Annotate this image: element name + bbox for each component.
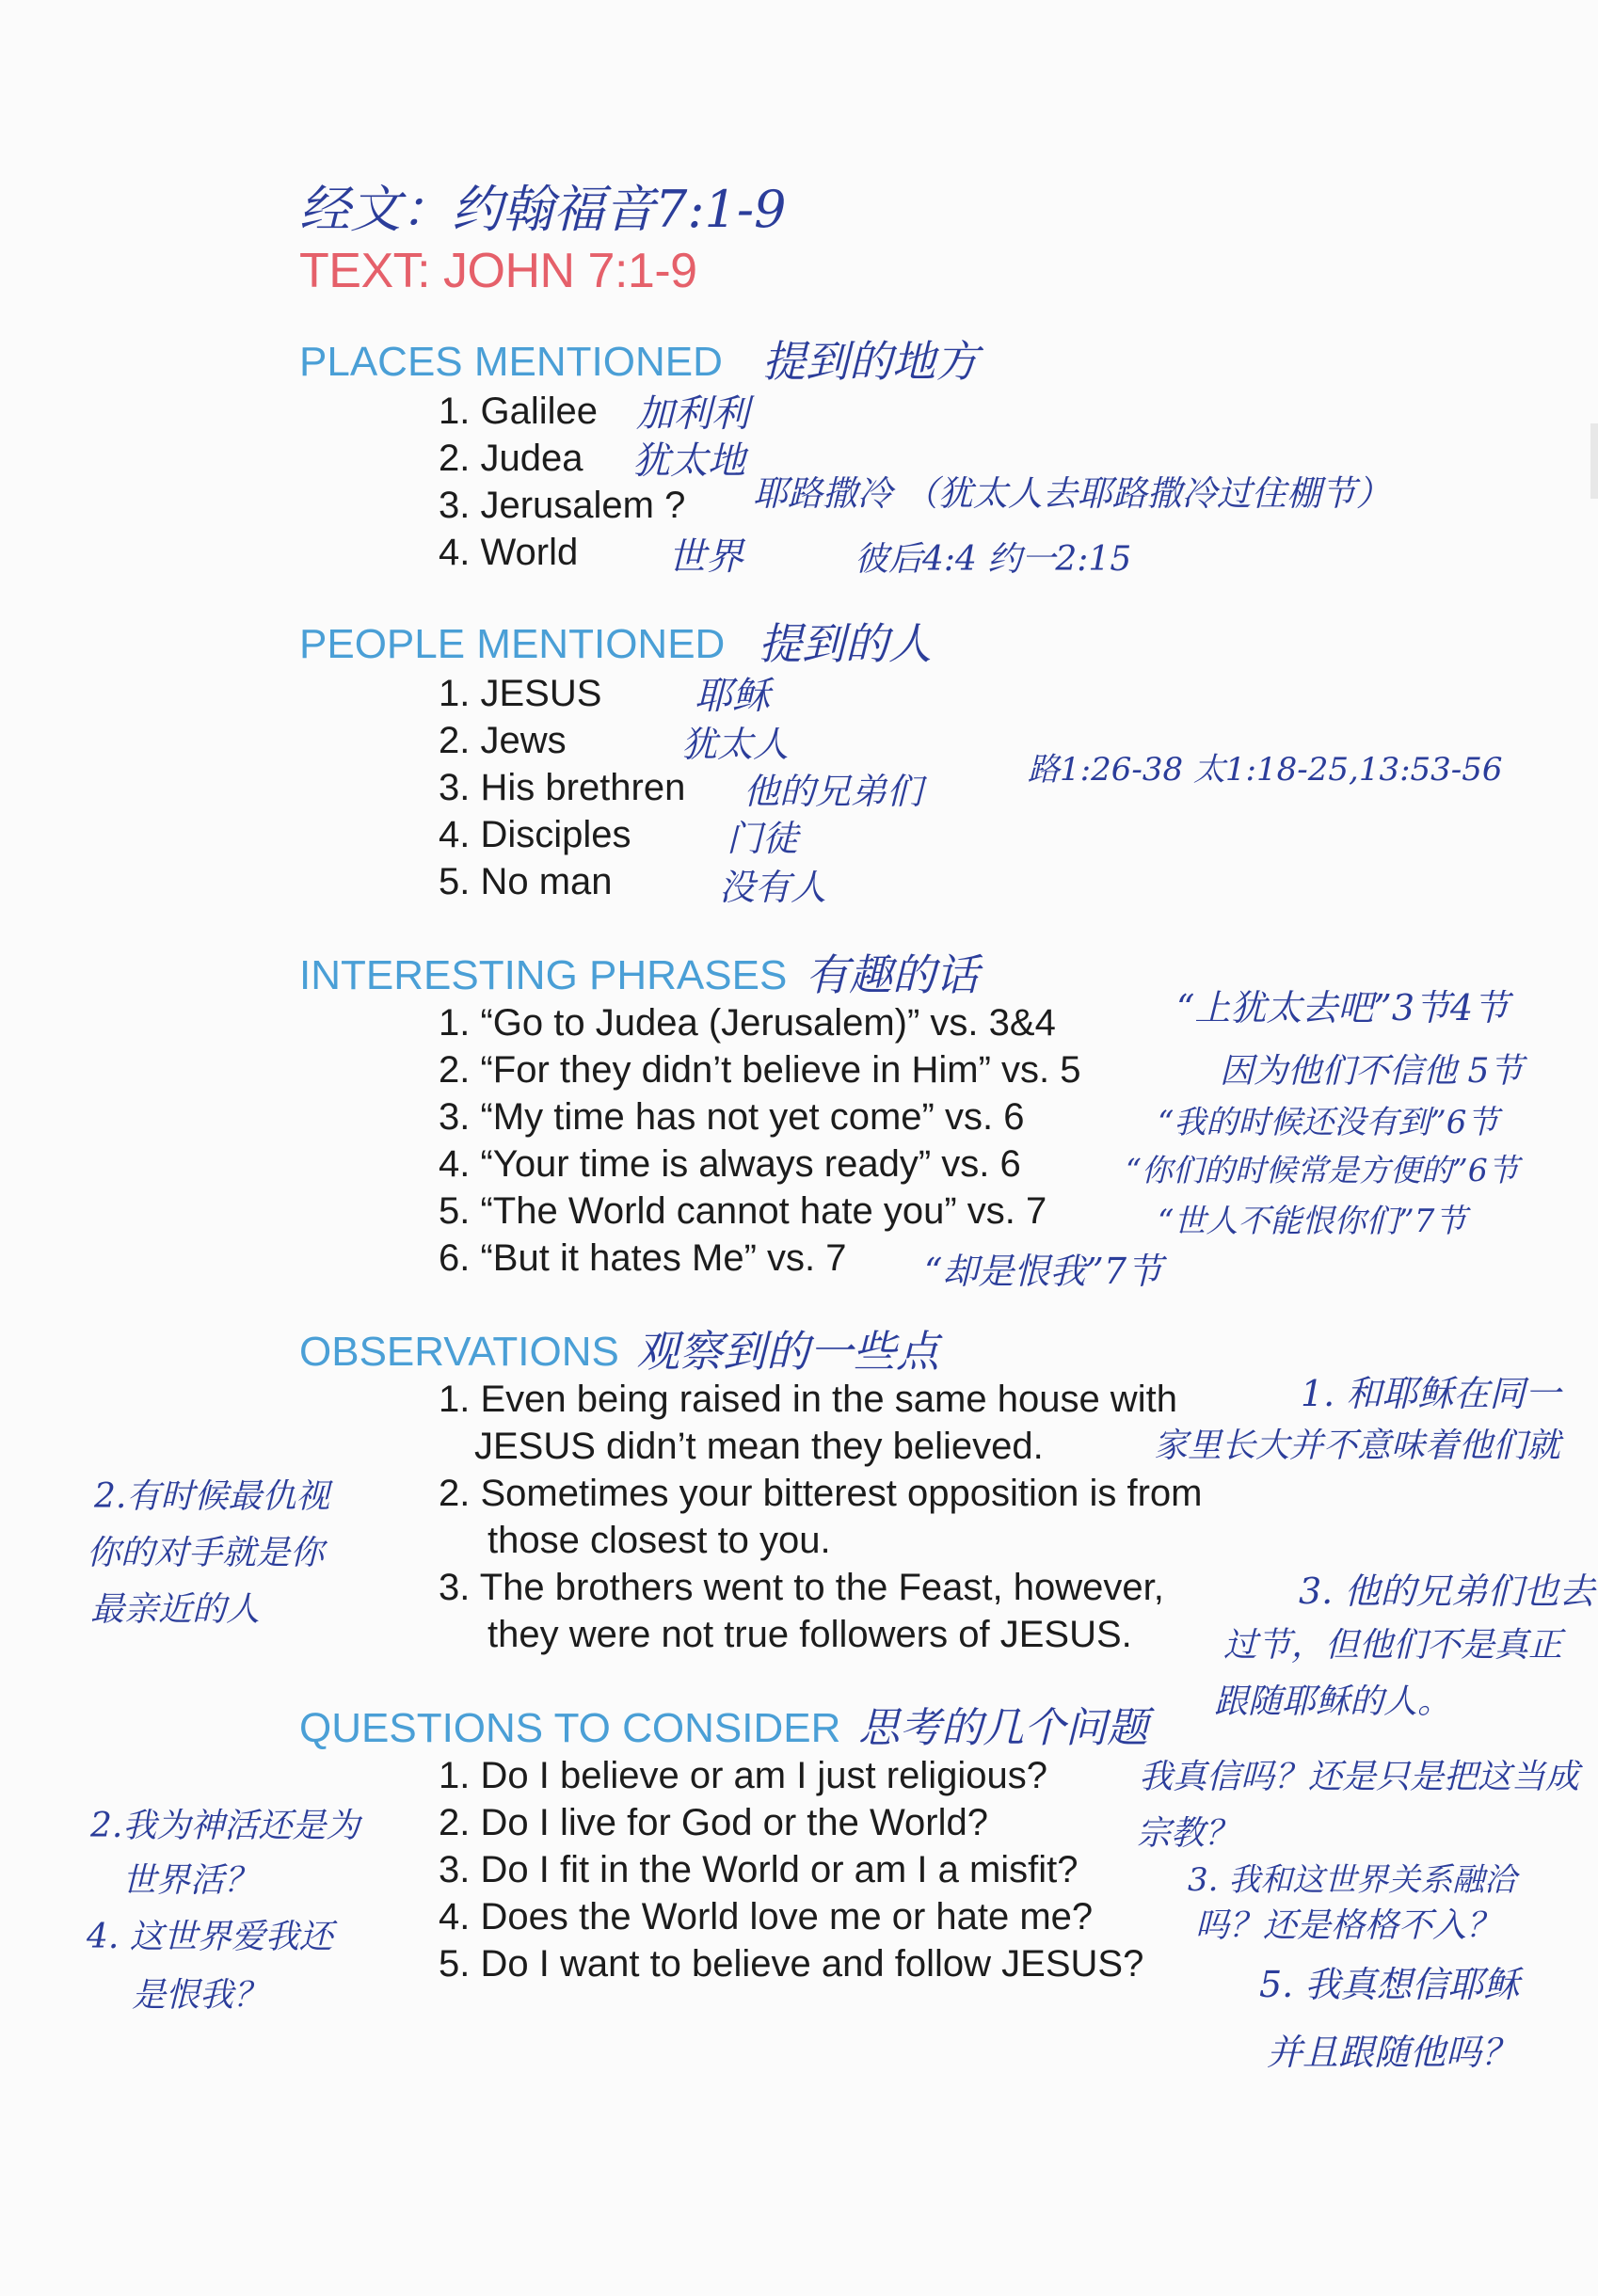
handwritten-note: 跟随耶稣的人。 <box>1214 1682 1452 1721</box>
list-item: 1. “Go to Judea (Jerusalem)” vs. 3&4 <box>439 1002 1056 1044</box>
handwritten-note: 提到的地方 <box>762 336 979 387</box>
handwritten-note: 思考的几个问题 <box>858 1704 1148 1752</box>
list-item: 1. Galilee <box>439 391 598 432</box>
handwritten-note: 3. 他的兄弟们也去 <box>1299 1571 1595 1612</box>
handwritten-note: 耶稣 <box>695 675 770 718</box>
list-item: 4. “Your time is always ready” vs. 6 <box>439 1143 1021 1185</box>
list-item: 4. Disciples <box>439 814 631 855</box>
section-heading-places: PLACES MENTIONED <box>299 339 723 385</box>
list-item: 2. Judea <box>439 438 583 479</box>
list-item-continuation: those closest to you. <box>487 1520 831 1561</box>
handwritten-note: 加利利 <box>636 392 749 436</box>
list-item: 2. Jews <box>439 720 567 761</box>
handwritten-note: 犹太人 <box>681 724 790 765</box>
list-item: 3. The brothers went to the Feast, however, <box>439 1567 1164 1608</box>
list-item: 4. World <box>439 532 579 573</box>
handwritten-note: 有趣的话 <box>806 949 979 1000</box>
handwritten-side-note: 2.我为神活还是为 <box>90 1807 360 1845</box>
handwritten-note: 没有人 <box>719 867 827 908</box>
list-item-continuation: they were not true followers of JESUS. <box>487 1614 1132 1655</box>
handwritten-note: “却是恨我”7节 <box>924 1251 1163 1292</box>
handwritten-note: 路1:26-38 太1:18-25,13:53-56 <box>1028 751 1503 789</box>
handwritten-note: “你们的时候常是方便的”6节 <box>1126 1152 1519 1188</box>
section-heading-observations: OBSERVATIONS <box>299 1329 619 1375</box>
handwritten-note: 宗教？ <box>1137 1814 1239 1853</box>
list-item-continuation: JESUS didn’t mean they believed. <box>474 1426 1044 1467</box>
handwritten-note: 并且跟随他吗？ <box>1267 2032 1518 2073</box>
list-item: 6. “But it hates Me” vs. 7 <box>439 1237 847 1279</box>
handwritten-note: 耶路撒冷 （犹太人去耶路撒冷过住棚节） <box>753 473 1391 514</box>
list-item: 5. Do I want to believe and follow JESUS? <box>439 1943 1144 1985</box>
handwritten-note: 彼后4:4 约一2:15 <box>855 540 1132 579</box>
list-item: 1. JESUS <box>439 673 602 714</box>
list-item: 3. Jerusalem ? <box>439 485 686 526</box>
handwritten-note: “世人不能恨你们”7节 <box>1158 1203 1467 1240</box>
list-item: 3. Do I fit in the World or am I a misfit? <box>439 1849 1079 1890</box>
list-item: 3. “My time has not yet come” vs. 6 <box>439 1096 1025 1138</box>
section-heading-people: PEOPLE MENTIONED <box>299 621 726 667</box>
list-item: 2. Do I live for God or the World? <box>439 1802 988 1843</box>
section-heading-phrases: INTERESTING PHRASES <box>299 952 788 998</box>
handwritten-note: 因为他们不信他 5节 <box>1220 1052 1524 1091</box>
handwritten-title: 经文：约翰福音7:1-9 <box>299 180 787 239</box>
handwritten-note: 世界 <box>668 535 743 579</box>
handwritten-note: “我的时候还没有到”6节 <box>1158 1104 1499 1141</box>
handwritten-side-note: 2.有时候最仇视 <box>94 1477 330 1516</box>
handwritten-side-note: 最亲近的人 <box>90 1590 261 1629</box>
handwritten-note: “上犹太去吧”3节4节 <box>1176 987 1510 1028</box>
list-item: 5. No man <box>439 861 613 902</box>
list-item: 5. “The World cannot hate you” vs. 7 <box>439 1190 1047 1232</box>
list-item: 1. Do I believe or am I just religious? <box>439 1755 1047 1796</box>
handwritten-note: 提到的人 <box>759 618 932 669</box>
handwritten-note: 我真信吗？还是只是把这当成 <box>1139 1758 1580 1796</box>
list-item: 1. Even being raised in the same house with <box>439 1379 1177 1420</box>
page-edge-shadow <box>1590 423 1598 499</box>
handwritten-note: 家里长大并不意味着他们就 <box>1154 1427 1561 1465</box>
handwritten-side-note: 4. 这世界爱我还 <box>87 1918 333 1956</box>
handwritten-side-note: 是恨我？ <box>132 1976 268 2015</box>
handwritten-note: 观察到的一些点 <box>636 1326 939 1377</box>
handwritten-side-note: 世界活？ <box>122 1861 259 1900</box>
section-heading-questions: QUESTIONS TO CONSIDER <box>299 1705 841 1751</box>
list-item: 4. Does the World love me or hate me? <box>439 1896 1094 1937</box>
handwritten-note: 门徒 <box>727 818 799 859</box>
handwritten-note: 犹太地 <box>632 439 745 483</box>
handwritten-note: 他的兄弟们 <box>743 771 923 812</box>
handwritten-note: 1. 和耶稣在同一 <box>1301 1373 1561 1414</box>
page-title: TEXT: JOHN 7:1-9 <box>299 244 697 298</box>
list-item: 3. His brethren <box>439 767 686 808</box>
list-item: 2. Sometimes your bitterest opposition is from <box>439 1473 1203 1514</box>
handwritten-note: 3. 我和这世界关系融洽 <box>1188 1861 1517 1899</box>
handwritten-note: 过节，但他们不是真正 <box>1223 1626 1563 1665</box>
handwritten-side-note: 你的对手就是你 <box>87 1534 325 1572</box>
list-item: 2. “For they didn’t believe in Him” vs. 5 <box>439 1049 1081 1091</box>
handwritten-note: 5. 我真想信耶稣 <box>1259 1964 1520 2005</box>
handwritten-note: 吗？还是格格不入？ <box>1195 1906 1501 1945</box>
